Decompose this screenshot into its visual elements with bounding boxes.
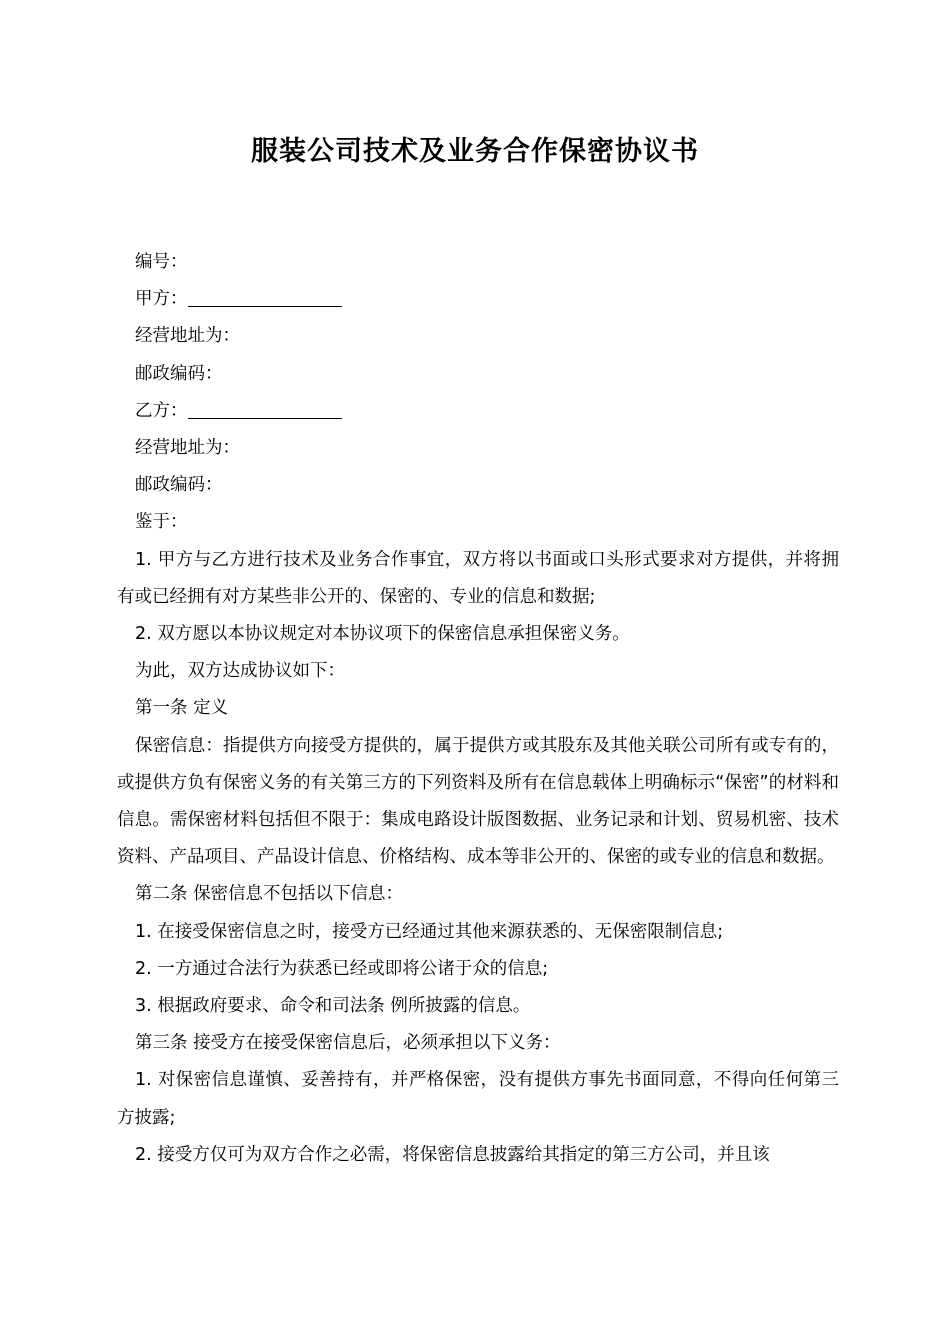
document-body bbox=[117, 244, 839, 1174]
article-3-item-1: 1. 对保密信息谨慎、妥善持有，并严格保密，没有提供方事先书面同意，不得向任何第三方披露; bbox=[117, 1070, 839, 1128]
agreement-intro: 为此，双方达成协议如下： bbox=[135, 661, 345, 682]
article-1-heading: 第一条 定义 bbox=[135, 698, 229, 719]
party-a-address: 经营地址为： bbox=[135, 326, 240, 347]
article-2-item-1: 1. 在接受保密信息之时，接受方已经通过其他来源获悉的、无保密限制信息; bbox=[135, 921, 724, 942]
article-3-item-2: 2. 接受方仅可为双方合作之必需，将保密信息披露给其指定的第三方公司，并且该 bbox=[135, 1144, 770, 1165]
party-a-field bbox=[117, 281, 839, 318]
number-field: 编号： bbox=[135, 252, 188, 272]
article-2-heading: 第二条 保密信息不包括以下信息： bbox=[135, 884, 404, 905]
article-2-item-3: 3. 根据政府要求、命令和司法条 例所披露的信息。 bbox=[135, 996, 531, 1017]
party-a-label: 甲方： bbox=[135, 289, 188, 310]
party-b-postcode: 邮政编码： bbox=[135, 475, 223, 496]
party-b-address: 经营地址为： bbox=[135, 438, 240, 459]
whereas-item-1: 1. 甲方与乙方进行技术及业务合作事宜，双方将以书面或口头形式要求对方提供，并将拥有或已经拥有对方某些非公开的、保密的、专业的信息和数据; bbox=[117, 549, 839, 607]
article-3-heading: 第三条 接受方在接受保密信息后，必须承担以下义务： bbox=[135, 1033, 561, 1054]
party-b-blank-line bbox=[188, 398, 342, 419]
party-a-postcode: 邮政编码： bbox=[135, 363, 223, 384]
whereas-item-2: 2. 双方愿以本协议规定对本协议项下的保密信息承担保密义务。 bbox=[135, 624, 630, 645]
article-2-item-2: 2. 一方通过合法行为获悉已经或即将公诸于众的信息; bbox=[135, 958, 549, 979]
party-a-blank-line bbox=[188, 286, 342, 307]
party-b-label: 乙方： bbox=[135, 400, 188, 421]
article-1-body: 保密信息：指提供方向接受方提供的，属于提供方或其股东及其他关联公司所有或专有的，或提供方负有保密义务的有关第三方的下列资料及所有在信息载体上明确标示“保密”的材料和信息。需保密材料包括但不限于：集成电路设计版图数据、业务记录和计划、贸易机密、技术资料、产品项目、产品设计信息、价格结构、成本等非公开的、保密的或专业的信息和数据。 bbox=[117, 735, 839, 868]
whereas-label: 鉴于： bbox=[135, 512, 188, 533]
document-title: 服装公司技术及业务合作保密协议书 bbox=[251, 136, 699, 167]
party-b-field bbox=[117, 393, 839, 430]
